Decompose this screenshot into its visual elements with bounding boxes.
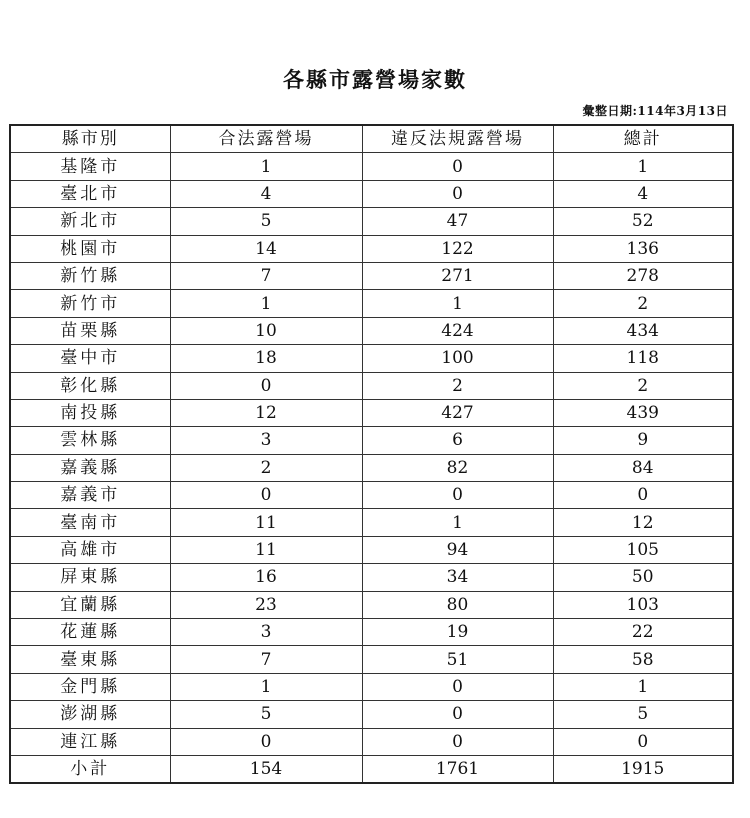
illegal-count-cell: 47 (362, 208, 553, 235)
legal-count-cell: 1 (170, 673, 362, 700)
county-cell: 臺東縣 (10, 646, 170, 673)
total-count-cell: 58 (553, 646, 733, 673)
county-cell: 宜蘭縣 (10, 591, 170, 618)
county-cell: 彰化縣 (10, 372, 170, 399)
county-cell: 澎湖縣 (10, 701, 170, 728)
county-cell: 新北市 (10, 208, 170, 235)
illegal-count-cell: 19 (362, 619, 553, 646)
illegal-count-cell: 51 (362, 646, 553, 673)
table-row (10, 427, 733, 454)
table-row (10, 454, 733, 481)
table-row (10, 482, 733, 509)
header-legal-campsites: 合法露營場 (170, 125, 362, 153)
illegal-count-cell: 122 (362, 235, 553, 262)
legal-count-cell: 1 (170, 290, 362, 317)
campsite-count-table (9, 124, 734, 784)
total-count-cell: 9 (553, 427, 733, 454)
table-row (10, 646, 733, 673)
compiled-date: 彙整日期:114年3月13日 (582, 104, 728, 118)
document-title: 各縣市露營場家數 (283, 67, 467, 92)
table-row (10, 536, 733, 563)
table-row (10, 262, 733, 289)
county-cell: 連江縣 (10, 728, 170, 755)
table-row (10, 372, 733, 399)
table-row (10, 345, 733, 372)
county-cell: 臺北市 (10, 180, 170, 207)
legal-count-cell: 23 (170, 591, 362, 618)
table-row (10, 591, 733, 618)
header-county: 縣市別 (10, 125, 170, 153)
table-header-row (10, 125, 733, 153)
total-count-cell: 50 (553, 564, 733, 591)
legal-count-cell: 5 (170, 701, 362, 728)
total-count-cell: 1 (553, 673, 733, 700)
county-cell: 新竹縣 (10, 262, 170, 289)
table-row (10, 208, 733, 235)
table-row (10, 317, 733, 344)
table-row (10, 290, 733, 317)
legal-count-cell: 154 (170, 755, 362, 783)
illegal-count-cell: 94 (362, 536, 553, 563)
legal-count-cell: 4 (170, 180, 362, 207)
header-total: 總計 (553, 125, 733, 153)
illegal-count-cell: 80 (362, 591, 553, 618)
total-count-cell: 118 (553, 345, 733, 372)
legal-count-cell: 16 (170, 564, 362, 591)
table-row (10, 701, 733, 728)
legal-count-cell: 18 (170, 345, 362, 372)
legal-count-cell: 3 (170, 619, 362, 646)
county-cell: 嘉義市 (10, 482, 170, 509)
legal-count-cell: 10 (170, 317, 362, 344)
illegal-count-cell: 34 (362, 564, 553, 591)
county-cell: 臺中市 (10, 345, 170, 372)
county-cell: 南投縣 (10, 399, 170, 426)
total-count-cell: 0 (553, 728, 733, 755)
county-cell: 嘉義縣 (10, 454, 170, 481)
table-row (10, 564, 733, 591)
county-cell: 屏東縣 (10, 564, 170, 591)
illegal-count-cell: 0 (362, 180, 553, 207)
legal-count-cell: 3 (170, 427, 362, 454)
subtotal-row (10, 755, 733, 783)
illegal-count-cell: 0 (362, 482, 553, 509)
county-cell: 金門縣 (10, 673, 170, 700)
illegal-count-cell: 1 (362, 290, 553, 317)
county-cell: 苗栗縣 (10, 317, 170, 344)
total-count-cell: 84 (553, 454, 733, 481)
county-cell: 高雄市 (10, 536, 170, 563)
illegal-count-cell: 100 (362, 345, 553, 372)
table-row (10, 619, 733, 646)
county-cell: 雲林縣 (10, 427, 170, 454)
total-count-cell: 22 (553, 619, 733, 646)
total-count-cell: 52 (553, 208, 733, 235)
total-count-cell: 136 (553, 235, 733, 262)
table-row (10, 180, 733, 207)
table-row (10, 399, 733, 426)
legal-count-cell: 5 (170, 208, 362, 235)
illegal-count-cell: 427 (362, 399, 553, 426)
total-count-cell: 5 (553, 701, 733, 728)
illegal-count-cell: 0 (362, 673, 553, 700)
illegal-count-cell: 271 (362, 262, 553, 289)
county-cell: 基隆市 (10, 153, 170, 180)
total-count-cell: 0 (553, 482, 733, 509)
legal-count-cell: 0 (170, 372, 362, 399)
total-count-cell: 1 (553, 153, 733, 180)
total-count-cell: 103 (553, 591, 733, 618)
illegal-count-cell: 0 (362, 153, 553, 180)
total-count-cell: 439 (553, 399, 733, 426)
total-count-cell: 4 (553, 180, 733, 207)
table-row (10, 235, 733, 262)
illegal-count-cell: 1 (362, 509, 553, 536)
table-row (10, 673, 733, 700)
legal-count-cell: 7 (170, 262, 362, 289)
illegal-count-cell: 0 (362, 728, 553, 755)
legal-count-cell: 2 (170, 454, 362, 481)
county-cell: 桃園市 (10, 235, 170, 262)
legal-count-cell: 14 (170, 235, 362, 262)
total-count-cell: 12 (553, 509, 733, 536)
illegal-count-cell: 424 (362, 317, 553, 344)
county-cell: 花蓮縣 (10, 619, 170, 646)
total-count-cell: 105 (553, 536, 733, 563)
legal-count-cell: 7 (170, 646, 362, 673)
total-count-cell: 2 (553, 290, 733, 317)
illegal-count-cell: 0 (362, 701, 553, 728)
table-row (10, 728, 733, 755)
legal-count-cell: 0 (170, 482, 362, 509)
county-cell: 新竹市 (10, 290, 170, 317)
total-count-cell: 278 (553, 262, 733, 289)
total-count-cell: 434 (553, 317, 733, 344)
illegal-count-cell: 82 (362, 454, 553, 481)
county-cell: 臺南市 (10, 509, 170, 536)
illegal-count-cell: 2 (362, 372, 553, 399)
legal-count-cell: 0 (170, 728, 362, 755)
table-row (10, 153, 733, 180)
illegal-count-cell: 6 (362, 427, 553, 454)
total-count-cell: 1915 (553, 755, 733, 783)
header-illegal-campsites: 違反法規露營場 (362, 125, 553, 153)
legal-count-cell: 1 (170, 153, 362, 180)
illegal-count-cell: 1761 (362, 755, 553, 783)
table-row (10, 509, 733, 536)
legal-count-cell: 12 (170, 399, 362, 426)
county-cell: 小計 (10, 755, 170, 783)
legal-count-cell: 11 (170, 536, 362, 563)
total-count-cell: 2 (553, 372, 733, 399)
legal-count-cell: 11 (170, 509, 362, 536)
table-body (10, 153, 733, 783)
